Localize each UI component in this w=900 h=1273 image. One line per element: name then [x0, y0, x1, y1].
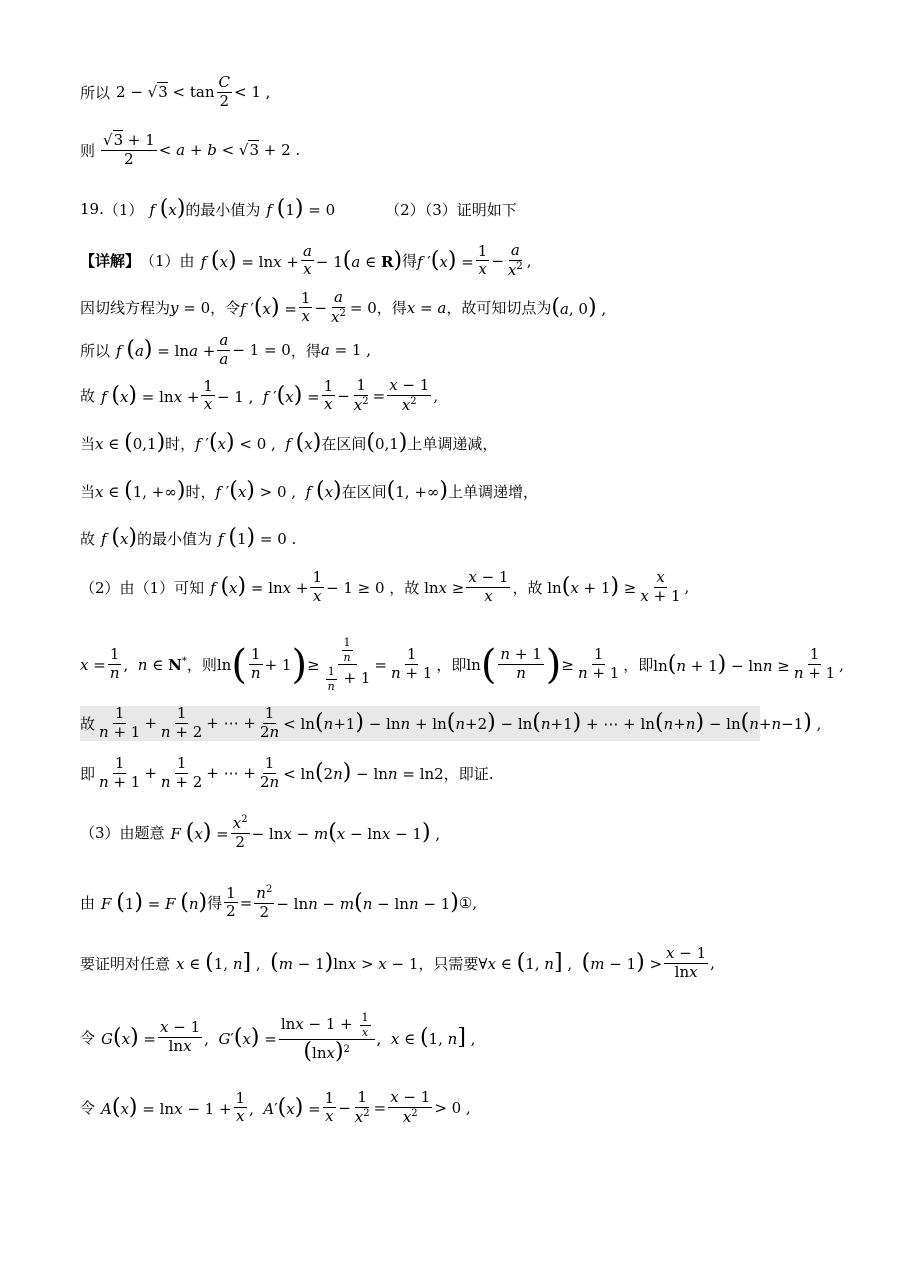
fraction: $\frac{1}{2n}$	[259, 704, 280, 741]
text: ，令	[210, 299, 241, 318]
text-ze: 则	[80, 141, 96, 160]
fraction: $\frac{x - 1}{x}$	[468, 568, 509, 605]
fraction: $\frac{1}{n + 2}$	[160, 754, 203, 791]
fraction: $\frac{x}{x + 1}$	[640, 568, 681, 605]
fraction: $\frac{x - 1}{x^2}$	[390, 1088, 431, 1126]
part2-line-4: 即 $\frac{1}{n + 1}$ + $\frac{1}{n + 2}$ + ⋯ + $\frac{1}{2n}$ < ln(2n) − lnn = ln2 ，即证.	[80, 754, 494, 791]
text: ，只需要	[418, 954, 479, 973]
fraction: $\frac{1}{n}$	[109, 645, 120, 683]
text: 在区间	[321, 434, 367, 453]
fraction: $\frac{1}{x}$	[312, 568, 323, 605]
fraction: $\frac{a}{x^2}$	[507, 241, 523, 279]
fraction: $\frac{1}{x}$	[324, 1088, 335, 1126]
text: 在区间	[341, 482, 387, 501]
fraction: $\frac{1}{x}$	[300, 288, 311, 326]
text: ，得	[376, 299, 407, 318]
detail-line-2: 因切线方程为 y = 0 ，令 f ′(x) = $\frac{1}{x}$ − $\frac{a}{x^2}$ = 0 ，得 x = a ，故可知切点为 (a, 0) ,	[80, 288, 607, 326]
text: 令	[80, 1099, 96, 1118]
fraction: $\frac{x - 1}{x^2}$	[389, 376, 430, 414]
text: 即	[80, 764, 96, 783]
fraction: $\frac{√3 + 1}{2}$	[103, 131, 155, 168]
text: 所以	[80, 341, 111, 360]
text: 令	[80, 1029, 96, 1048]
text: 当	[80, 434, 96, 453]
text: （2）由（1）可知	[80, 578, 205, 597]
fraction: $\frac{1}{n}$ $\frac{1}{n}$ + 1	[327, 636, 371, 693]
text: 当	[80, 482, 96, 501]
text: ，即	[623, 656, 654, 675]
fraction: $\frac{n + 1}{n}$	[500, 645, 542, 683]
part2-line-1: （2）由（1）可知 f (x) = lnx + $\frac{1}{x}$ − 1 ≥ 0 ，故 lnx ≥ $\frac{x - 1}{x}$ ，故 ln(x + 1) ≥ $\frac{x}{x + 1}$ ,	[80, 568, 690, 605]
text: 故	[80, 714, 96, 733]
fraction: lnx − 1 + $\frac{1}{x}$ $(\ln x)^2$	[279, 1012, 375, 1063]
fraction: $\frac{1}{2n}$	[259, 754, 280, 791]
fraction: $\frac{1}{x^2}$	[353, 376, 369, 414]
text: （3）由题意	[80, 824, 165, 843]
detail-line-3: 所以 f (a) = lna + $\frac{a}{a}$ − 1 = 0 ，得 a = 1 ,	[80, 331, 371, 368]
fraction: $\frac{C}{2}$	[218, 73, 231, 110]
text: （1）由	[140, 252, 195, 271]
text: 上单调递减，	[407, 434, 498, 453]
text: 得	[207, 894, 223, 913]
fraction: $\frac{x - 1}{\ln x}$	[160, 1018, 201, 1056]
text-suoyi: 所以	[80, 83, 111, 102]
part3-line-5: 令 A(x) = lnx − 1 + $\frac{1}{x}$ , A′(x) = $\frac{1}{x}$ − $\frac{1}{x^2}$ = $\frac{x - 1}{x^2}$ > 0 ,	[80, 1088, 471, 1126]
part3-line-2: 由 F (1) = F (n) 得 $\frac{1}{2}$ = $\frac{n^2}{2}$ − lnn − m(n − lnn − 1) ① ,	[80, 883, 478, 921]
text: 上单调递增，	[447, 482, 538, 501]
text: ，则	[186, 656, 217, 675]
text: 时，	[165, 434, 196, 453]
text: 由	[80, 894, 96, 913]
fraction: $\frac{x - 1}{\ln x}$	[666, 944, 707, 981]
fraction: $\frac{a}{x}$	[302, 241, 312, 279]
detail-line-6: 当 x ∈ (1, +∞) 时， f ′(x) > 0 , f (x) 在区间 (1, +∞) 上单调递增，	[80, 478, 538, 503]
text: （2）（3）证明如下	[385, 200, 517, 219]
fraction: $\frac{1}{x}$	[477, 241, 488, 279]
text: ，得	[290, 341, 321, 360]
text: ①	[458, 893, 473, 912]
detail-tag: 【详解】	[80, 252, 141, 271]
fraction: $\frac{1}{2}$	[226, 883, 236, 921]
part3-line-4: 令 G(x) = $\frac{x - 1}{\ln x}$ , G′(x) = lnx − 1 + $\frac{1}{x}$ $(\ln x)^2$ , x ∈ (1, n] ,	[80, 1011, 476, 1065]
text: 要证明对任意	[80, 954, 171, 973]
fraction: $\frac{1}{x}$	[203, 376, 213, 414]
q19-heading: 19. （1） f (x) 的最小值为 f (1) = 0 （2）（3）证明如下	[80, 196, 517, 221]
part2-line-3: 故 $\frac{1}{n + 1}$ + $\frac{1}{n + 2}$ + ⋯ + $\frac{1}{2n}$ < ln(n+1) − lnn + ln(n+2) − ln(n+1) + ⋯ + ln(n+n) − ln(n+n−1) ,	[80, 704, 822, 741]
detail-line-7: 故 f (x) 的最小值为 f (1) = 0 .	[80, 525, 297, 550]
fraction: $\frac{1}{n}$	[250, 645, 261, 683]
text: 故	[80, 387, 96, 406]
fraction: $\frac{1}{n + 2}$	[160, 704, 203, 741]
fraction: $\frac{1}{x^2}$	[354, 1088, 370, 1126]
fraction: $\frac{1}{n + 1}$	[793, 645, 836, 683]
fraction: $\frac{1}{n + 1}$	[391, 645, 433, 683]
fraction: $\frac{1}{n + 1}$	[577, 645, 620, 683]
detail-line-1: 【详解】 （1）由 f (x) = lnx + $\frac{a}{x}$ − 1(a ∈ R) 得 f ′(x) = $\frac{1}{x}$ − $\frac{a}{x^2}$ ,	[80, 241, 532, 279]
fraction: $\frac{x^2}{2}$	[232, 814, 248, 851]
fraction: $\frac{1}{x}$	[323, 376, 334, 414]
part3-line-3: 要证明对任意 x ∈ (1, n] , (m − 1)lnx > x − 1 ，只需要 ∀x ∈ (1, n] , (m − 1) > $\frac{x - 1}{\ln x}$ ,	[80, 944, 715, 981]
text: 因切线方程为	[80, 299, 171, 318]
detail-line-4: 故 f (x) = lnx + $\frac{1}{x}$ − 1 , f ′(x) = $\frac{1}{x}$ − $\frac{1}{x^2}$ = $\frac{x - 1}{x^2}$ ,	[80, 376, 439, 414]
part3-line-1: （3）由题意 F (x) = $\frac{x^2}{2}$ − lnx − m(x − lnx − 1) ,	[80, 814, 441, 851]
text: 得	[402, 252, 418, 271]
fraction: $\frac{a}{a}$	[219, 331, 229, 368]
fraction: $\frac{1}{n + 1}$	[99, 704, 141, 741]
line-1: 所以 2 − √3 < tan $\frac{C}{2}$ < 1 ,	[80, 73, 271, 110]
line-2: 则 $\frac{√3 + 1}{2}$ < a + b < √3 + 2 .	[80, 131, 301, 168]
part2-line-2: x = $\frac{1}{n}$ , n ∈ N* ，则 ln ( $\frac{1}{n}$ + 1 ) ≥ $\frac{1}{n}$ $\frac{1}{n}$ + 1 = $\frac{1}{n + 1}$ ，即 ln ( $\frac{n + 1}{n}$ ) ≥ $\frac{1}{n + 1}$ ，即 ln(n + 1) − lnn ≥ $\frac{1}{n + 1}$ ,	[80, 636, 844, 693]
text: 的最小值为	[137, 529, 213, 548]
fraction: $\frac{a}{x^2}$	[331, 288, 346, 326]
text: 的最小值为	[185, 200, 261, 219]
fraction: $\frac{n^2}{2}$	[256, 884, 273, 921]
detail-line-5: 当 x ∈ (0,1) 时， f ′(x) < 0 , f (x) 在区间 (0,1) 上单调递减，	[80, 430, 498, 455]
text: ，故可知切点为	[446, 299, 552, 318]
text: ，即证.	[443, 764, 494, 783]
text: 时，	[185, 482, 216, 501]
question-number: 19.	[80, 200, 104, 218]
text: ，即	[436, 656, 467, 675]
text: 故	[80, 529, 96, 548]
part-label: （1）	[103, 200, 144, 219]
fraction: $\frac{1}{n + 1}$	[99, 754, 141, 791]
fraction: $\frac{1}{x}$	[235, 1088, 246, 1126]
